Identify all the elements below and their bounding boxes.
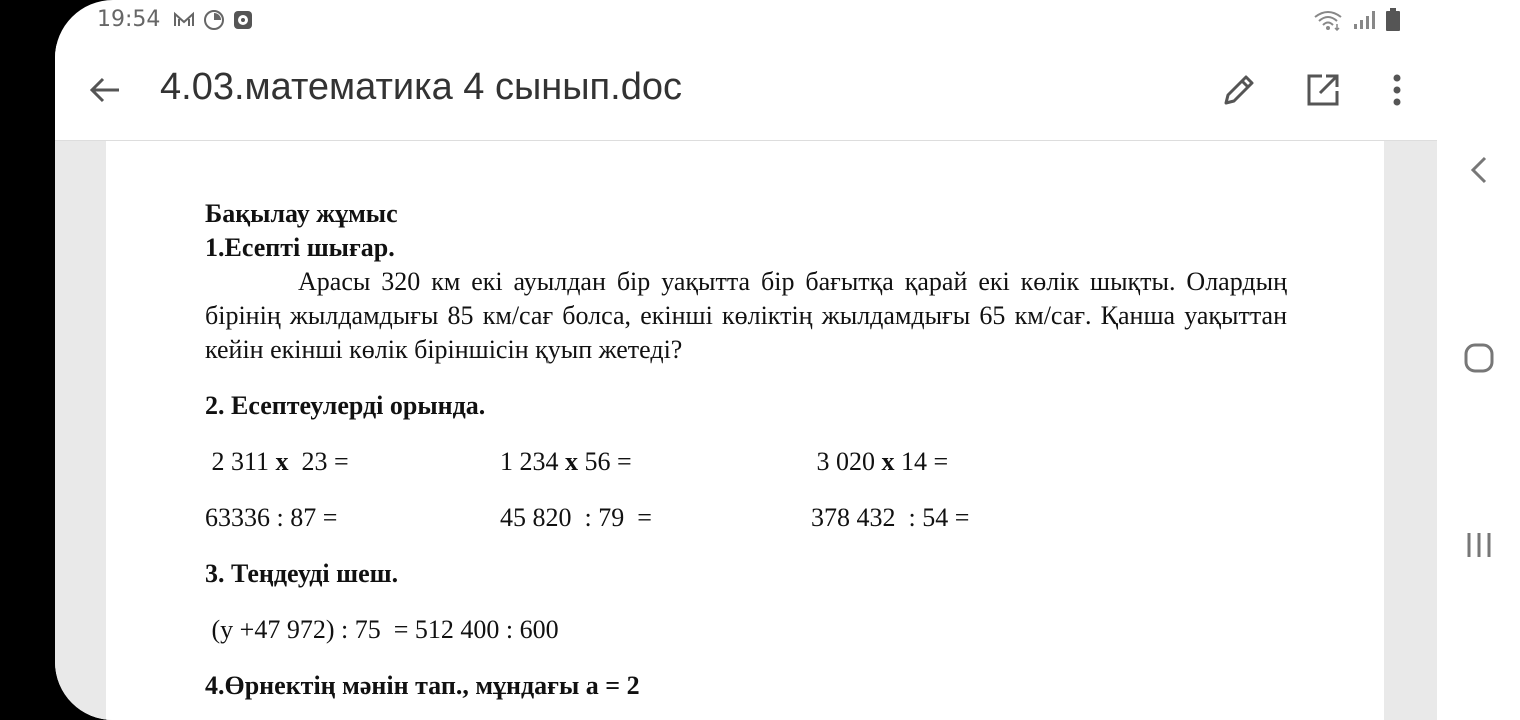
battery-icon xyxy=(1385,8,1401,36)
div-expr-3: 378 432 : 54 = xyxy=(811,503,970,532)
div-expr-1: 63336 : 87 = xyxy=(205,503,338,532)
nav-recents-button[interactable] xyxy=(1457,525,1501,569)
status-icons-left xyxy=(173,9,253,35)
mail-icon xyxy=(173,11,195,33)
back-button[interactable] xyxy=(83,70,127,114)
div-expr-2: 45 820 : 79 = xyxy=(500,503,652,532)
arrow-left-icon xyxy=(89,76,121,108)
pencil-icon xyxy=(1222,73,1256,111)
mult-expr-3: 3 020 х 14 = xyxy=(810,447,949,476)
task3-title: 3. Теңдеуді шеш. xyxy=(205,559,399,588)
sync-icon xyxy=(203,9,225,35)
system-nav-bar xyxy=(1437,0,1520,720)
more-vert-icon xyxy=(1392,74,1402,110)
open-external-icon xyxy=(1306,73,1340,111)
document-title: 4.03.математика 4 сынып.doc xyxy=(160,66,682,108)
edit-button[interactable] xyxy=(1217,70,1261,114)
nav-back-button[interactable] xyxy=(1457,150,1501,194)
wifi-icon xyxy=(1313,9,1343,35)
task4-title: 4.Өрнектің мәнін тап., мұндағы а = 2 xyxy=(205,671,640,700)
open-in-app-button[interactable] xyxy=(1301,70,1345,114)
status-icons-right xyxy=(1313,8,1401,36)
doc-heading: Бақылау жұмыс xyxy=(205,199,398,228)
recents-icon xyxy=(1465,531,1493,563)
clock-icon xyxy=(233,10,253,34)
phone-screen xyxy=(55,0,1520,720)
task1-title: 1.Есепті шығар. xyxy=(205,233,395,262)
signal-icon xyxy=(1353,10,1375,34)
division-row xyxy=(205,501,1287,535)
multiplication-row xyxy=(205,445,1287,479)
task2-title: 2. Есептеулерді орында. xyxy=(205,391,486,420)
nav-home-button[interactable] xyxy=(1457,338,1501,382)
document-content xyxy=(205,197,1287,703)
equation-row xyxy=(205,613,1287,647)
document-viewer[interactable] xyxy=(55,141,1437,720)
home-square-icon xyxy=(1464,343,1494,377)
chevron-left-icon xyxy=(1469,155,1489,189)
task1-text: Арасы 320 км екі ауылдан бір уақытта бір бағытқа қарай екі көлік шықты. Олардың бірінің жылдамдығы 85 км/сағ болса, екінші көліктің жылдамдығы 65 км/сағ. Қанша уақыттан кейін екінші көлік біріншісін қуып жетеді? xyxy=(205,267,1287,364)
mult-expr-2: 1 234 х 56 = xyxy=(500,447,632,476)
document-page xyxy=(106,141,1384,720)
status-time: 19:54 xyxy=(97,7,161,32)
equation: (у +47 972) : 75 = 512 400 : 600 xyxy=(205,615,559,644)
status-bar xyxy=(55,0,1520,44)
app-bar xyxy=(55,44,1437,141)
more-options-button[interactable] xyxy=(1375,70,1419,114)
mult-expr-1: 2 311 х 23 = xyxy=(205,447,349,476)
